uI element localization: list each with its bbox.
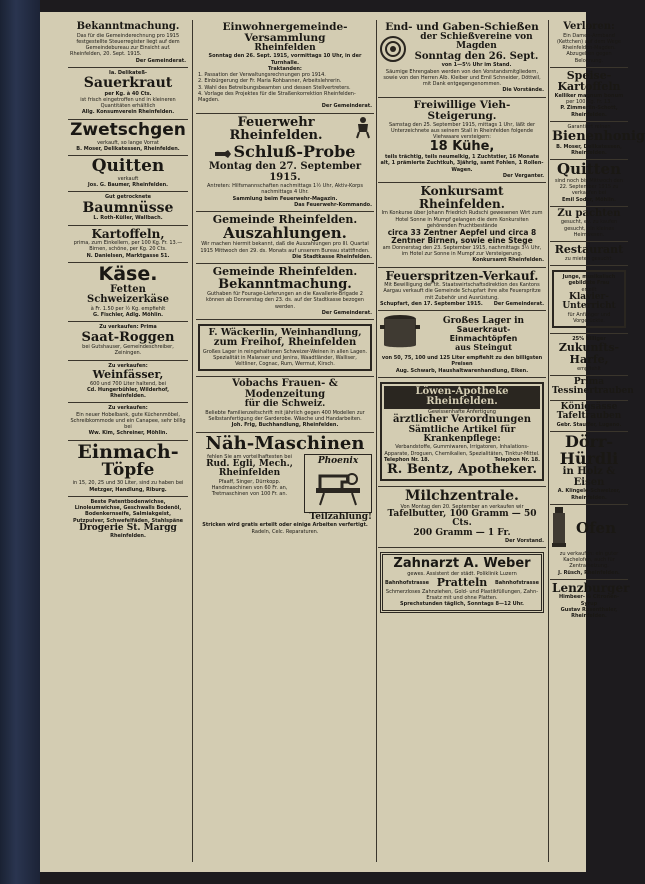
ad-subtitle: in Holz & Eisen [562,466,616,488]
column-1 [68,20,188,862]
ad-subtitle: für die Schweiz. [244,399,326,410]
ad-vendor: Rud. Egli, Mech., Rheinfelden [206,458,293,479]
ad-body: Antreten: Hilfsmannschaften nachmittags 1½ Uhr, Aktiv-Korps nachmittags 4 Uhr. [207,183,363,196]
ad-loewen-apotheke [378,378,546,487]
ad-vendor: N. Danielsen, Marktgasse 51. [86,252,170,259]
ad-bienenhonig [550,122,645,160]
ad-articles: Sämtliche Artikel für Krankenpflege: [408,424,516,445]
ad-body: Ein neuer Hobelbank, gute Küchenmöbel, Schreibkommode und ein Canapee, sehr billig bei [70,411,186,431]
target-icon [380,36,406,66]
ad-detail: teils trächtig, teils neumelkig, 1 Zuchtstier, 16 Monate alt, 1 prämierte Zuchtkuh, 3jährig, samt Fohlen, 1 Rollen-Wagen. [380,154,544,173]
ad-body: Wir machen hiermit bekannt, daß die Auszahlungen pro III. Quartal 1915 Mittwoch den 29. ds. Monats auf unserem Bureau stattfinden. [200,241,370,254]
column-3 [378,20,546,862]
ad-body: zu verkaufen: ein guter Kachelofen, auch für Zentralheizung. [559,550,619,570]
stove-icon [552,507,566,551]
ad-price: per Kg. à 40 Cts. [104,90,152,97]
ad-feuerspritzen [378,268,546,312]
traktanden-item: 4. Vorlage des Projektes für die Straßenkorrektion Rheinfelden-Magden. [198,90,356,104]
column-2 [196,20,374,862]
ad-body: zu mieten gesucht. [564,255,613,262]
ad-body: Beste Patentbodenwichse, Linoleumwichse, Geschwalls Bodenöl, Bodenkernseife, Salmiakgeist, Putzpulver, Schwefelfäden, Stahlspäne [72,498,184,524]
ad-title: Näh-Maschinen [205,432,365,454]
ad-vendor: A. Klingele-Schweizer, Rheinfelden. [557,488,621,501]
ad-title: Königsässe Tafeltrauben [556,401,622,422]
ad-footer: Radeln, Celc. Reparaturen. [251,528,319,535]
ad-signature: Der Gemeinderat. [135,57,186,64]
ad-subtitle-2: aus Steingut [455,342,512,352]
ad-title: Weinfässer, [92,367,164,381]
ad-body: Schmerzloses Zahnziehen, Gold- und Plastikfüllungen, Zahn-Ersatz mit und ohne Platten. [385,588,539,602]
ad-title: Großes Lager in [442,315,525,326]
ad-pachten [550,207,628,242]
ad-title: Baumnüsse [82,199,174,216]
ad-lenzburger [550,580,628,623]
ad-title-2: Töpfe [101,460,155,481]
ad-vendor: Joh. Frig, Buchhandlung, Rheinfelden. [231,422,339,429]
ad-subtitle: ärztlicher Verordnungen [393,414,531,426]
ad-konkursamt [378,183,546,267]
ad-signature: Die Vorstände. [502,87,544,94]
column-rule [376,20,377,862]
street-right: Bahnhofstrasse [494,579,539,586]
ad-drogerie [68,497,188,543]
ad-frame [552,270,626,328]
ad-pretitle: Zu verkaufen: Prima [99,324,157,331]
ad-date: Von Montag den 20. September an verkaufen wir [400,503,524,510]
ad-subtitle: Bekanntmachung. [218,276,352,292]
ad-signature: Der Vorstand. [504,538,544,545]
ad-vendor: Gustav Rosenthaler, Rheinfelden. [560,606,618,620]
ad-vendor: Ww. Kim, Schreiner, Möhlin. [88,430,168,437]
ad-hours: Sprechstunden täglich, Sonntags 8—12 Uhr. [400,601,524,608]
ad-title: Bienenhonig [552,129,645,145]
ad-klavier [550,266,628,334]
ad-title: Milchzentrale. [405,487,519,504]
ad-vendor: L. Roth-Küller, Wallbach. [93,215,163,222]
ad-list: Verbandstoffe, Gummiwaren, Irrigatoren, Inhalations-Apparate, Droguen, Chemikalien, Spezialitäten, Tinktur-Mittel. [384,444,540,457]
ad-body: Großes Lager in reingehaltenen Schweizer-Weinen in allen Lagen. Spezialität in Malanser und Jenins, Waadtländer, Walliser, Veltliner, Cognac, Rum, Wermut, Kirsch. [202,348,368,368]
street-left: Bahnhofstrasse [385,579,430,586]
ad-title: Zwetschgen [70,119,186,140]
ad-einwohnergemeinde [196,20,374,114]
ad-vendor: Cd. Hungerbühler, Wilderhof, Rheinfelden. [87,386,169,400]
ad-pretitle: Junge, musikalisch gebildete Frau [562,274,616,287]
ad-title: Restaurant [554,243,624,257]
ad-subtitle: gewes. Assistent der städt. Poliklinik Luzern [407,571,517,577]
ad-kaese [68,263,188,322]
ad-vendor: B. Moser, Delikatessen, Rheinfelden. [556,143,622,156]
ad-tafeltrauben [550,401,628,432]
ad-title: Saat-Roggen [81,329,175,345]
ad-city: Rheinfelden. [110,533,146,540]
ad-frame [380,382,544,481]
ad-body: fehlen Sie am vorteilhaftesten bei [207,453,292,460]
ad-body: Ein Damen-Armband (Kettchen) auf dem Wege Rheinfelden-Magden. Abzugeben gegen Belohnung. [557,32,621,64]
ad-zukunftsharfe [550,334,628,376]
ad-teilzahlung: Teilzahlung! [309,511,372,522]
ad-more: Pfaaff, Singer, Dürrkopp. Handmaschinen von 60 Fr. an, Tretmaschinen von 100 Fr. an. [211,478,288,498]
ad-body: Im Konkurse über Johann Friedrich Rudschi gewesenen Wirt zum Hotel Sonne in Mumpf gelangen die dem Konkursiten gehörenden Fruchtbestände [381,210,543,229]
ad-pretitle: Zu verkaufen: [108,362,148,369]
phoenix-logo [304,454,372,513]
ad-vendor: Emil Soder, Möhlin. [561,196,617,203]
ad-signature: Der Gemeinderat. [321,309,372,316]
ad-milchzentrale [378,487,546,549]
ad-date: Schupfart, den 17. September 1915. [380,300,483,307]
ad-sauerkraut [68,68,188,120]
ad-schiessen [378,20,546,98]
ad-vobachs [196,377,374,432]
ad-frame [198,324,372,371]
crock-pot-icon [380,313,420,355]
ad-signature: Die Stadtkasse Rheinfelden. [292,253,372,260]
ad-title: Vobachs Frauen- & Modenzeitung [232,378,338,400]
column-rule [192,20,193,862]
ad-frame [380,552,544,612]
ad-steingut [378,311,546,378]
ad-date: Sonntag den 26. Sept. [414,50,539,62]
ad-einmachtoepfe [68,441,188,497]
traktanden-item: 1. Passation der Verwaltungsrechnungen pro 1914. [198,72,326,79]
ad-subtitle: zum Freihof, Rheinfelden [213,337,357,349]
ad-body: sind noch bis Mittwoch den 22. September 1915 zu verkaufen bei [554,177,624,197]
ad-price-2: 200 Gramm — 1 Fr. [413,527,511,538]
book-spine [0,0,40,884]
ad-bekanntmachung-fourage [196,264,374,320]
ad-subtitle: Auszahlungen. [223,223,347,242]
ad-title: Zahnarzt A. Weber [393,556,531,572]
ad-title: Feuerwehr Rheinfelden. [229,114,323,144]
ad-subtitle: erteilt [581,286,597,293]
ad-owner: R. Bentz, Apotheker. [386,462,538,478]
ad-subtitle: Himbeer- & Citronen-Syrup [558,594,620,607]
fireman-icon [354,116,372,142]
ad-title: F. Wäckerlin, Weinhandlung, [208,327,362,339]
ad-title: Gemeinde Rheinfelden. [212,213,358,226]
ad-weinfaesser [68,361,188,404]
ad-time: von 1—5½ Uhr im Stand. [441,62,512,69]
ad-zwetschgen [68,120,188,156]
ad-vendor: Aug. Schwarb, Haushaltwarenhandlung, Eiken. [395,367,529,374]
ad-city: Rheinfelden [254,43,316,54]
ad-vendor: B. Moser, Delikatessen, Rheinfelden. [76,145,180,152]
ad-place: Sammlung beim Feuerwehr-Magazin. [232,195,338,202]
ad-date: am Donnerstag den 23. September 1915, nachmittags 3½ Uhr, im Hotel zur Sonne in Mumpf zur Versteigerung. [382,244,542,257]
ad-signature: Der Gemeinderat. [493,300,544,307]
ad-title: Ofen [576,518,616,537]
ad-body: verkauft [117,175,139,182]
ad-stich: Stricken wird gratis erteilt oder einige Arbeiten verfertigt. [202,522,368,529]
ad-title: Lenzburger [552,580,630,595]
ad-date: Montag den 27. September 1915. [208,161,362,183]
ad-city: Pratteln [436,576,488,590]
ad-body: Mit Bewilligung der tit. Staatswirtschaftsdirektion des Kantons Aargau verkauft die Gemeinde Schupfart ihre alte Feuerspritze mit Zubehör und Ausrüstung. [383,282,541,301]
column-4 [550,20,645,862]
ad-vendor: J. Rüsch, Rheinfelden. [558,569,620,576]
ad-kartoffeln [68,226,188,263]
ad-highlight: 18 Kühe, [429,139,495,155]
ad-pretitle: Garantiert reinen [567,123,611,130]
ad-title: Gemeinde Rheinfelden. [212,265,358,279]
ad-subtitle: Sauerkraut-Einmachtöpfen [449,325,518,343]
ad-title: Klavier-Unterricht [562,291,616,312]
ad-feuerwehr [196,114,374,212]
sewing-machine-icon [310,466,366,510]
ad-body: ist frisch eingetroffen und in kleineren Quantitäten erhältlich [80,96,176,110]
ad-body: in 15, 20, 25 und 30 Liter, sind zu haben bei [72,480,184,487]
ad-body: Samstag den 25. September 1915, mittags 1 Uhr, läßt der Unterzeichnete aus seinem Stall in Rheinfelden folgende Viehwaare versteigern: [388,121,536,141]
ad-title: Bekanntmachung. [76,21,180,32]
ad-subtitle: Kelliker magnum bonum [554,92,624,99]
ad-body: Säumige Ehrengaben werden von den Vorstandsmitgliedern, sowie von den Herren Alb. Kleiber und Emil Schneider, Döttwil, mit Dank entgegengenommen. [383,68,541,88]
ad-pretitle: 25% billiger [572,336,606,343]
ad-vendor: Metzger, Handlung, Riburg. [89,486,167,493]
phone-right: Telephon Nr. 18. [494,456,540,463]
ad-speise-kartoffeln [550,68,628,122]
pointing-hand-icon [215,143,231,162]
ad-title: Freiwillige Vieh-Steigerung. [413,98,511,122]
ad-title: Einmach- [77,440,179,463]
ad-title: Prima Tessinertrauben [552,376,634,397]
ad-date: Sonntag den 26. Sept. 1915, vormittags 10 Uhr, in der Turnhalle. [208,53,362,66]
ad-body: à Fr. 1.50 per ½ Kg. empfiehlt [90,305,166,312]
phone-left: Telephon Nr. 18. [384,456,430,463]
ad-body: Das für die Gemeinderechnung pro 1915 festgestellte Steuerregister liegt auf dem Gemeindebureau zur Einsicht auf. [76,32,180,51]
newspaper-page [40,12,645,872]
ad-saat-roggen [68,322,188,360]
ad-date: Rheinfelden, 20. Sept. 1915. [70,51,142,58]
ad-naehmaschinen [196,433,374,538]
ad-doerrhuerdli [550,432,628,505]
ad-vendor: Allg. Konsumverein Rheinfelden. [81,109,175,116]
ad-zahnarzt [378,548,546,617]
ad-waeckerlin [196,320,374,377]
ad-vendor: Drogerie St. Margg [79,522,177,533]
ad-quitten [68,156,188,192]
ad-vendor: Gebr. Stauffer, Lugano. [556,421,622,428]
ad-title: Quitten [91,156,165,177]
ad-body: 600 und 700 Liter haltend, bei [89,380,167,387]
ad-subtitle: Fetten Schweizerkäse [86,283,170,306]
ad-title: Feuerspritzen-Verkauf. [385,268,539,283]
ad-bekanntmachung [68,20,188,68]
ad-body: verkauft, so lange Vorrat [97,139,159,146]
ad-verloren [550,20,628,68]
ad-quitten-2 [550,160,628,207]
ad-body: von 50, 75, 100 und 125 Liter empfiehlt zu den billigsten Preisen [381,355,543,368]
ad-pretitle: Zu verkaufen: [108,405,148,412]
ad-vendor: Jos. G. Baumer, Rheinfelden. [87,182,169,189]
ad-body: Beliebte Familienzeitschrift mit jährlich gegen 400 Modellen zur Selbstanfertigung der Garderobe. Wäsche und Handarbeiten. [205,409,365,423]
ad-title: Einwohnergemeinde-Versammlung [222,21,348,45]
ad-vendor: bei Gutshauser, Gemeindeschreiber, Zeiningen. [82,344,174,357]
ad-title: Zu pachten [557,207,621,219]
traktanden-item: 2. Einbürgerung der Fr. Maria Rohbanner, Arbeitslehrerin. [198,78,342,85]
ad-price-1: Tafelbutter, 100 Gramm — 50 Cts. [387,508,537,529]
ad-signature: Der Verganter. [502,172,544,179]
ad-restaurant [550,242,628,266]
ad-signature: Der Gemeinderat. [321,103,372,110]
ad-hobelbank [68,403,188,440]
column-rule [548,20,549,862]
ad-pretitle: Gut getrocknete [104,194,152,201]
ad-body: gesucht, ev. zu kaufen gesucht, ein kleines Heimwesen. [560,219,618,238]
ad-body: empfiehlt [577,365,601,372]
brand-name: Phoenix [317,455,359,466]
ad-vendor: G. Fischler, Adlg. Möhlin. [92,312,164,319]
traktanden-item: 3. Wahl des Betreibungsbeamten und dessen Stellvertreters. [198,84,351,91]
ad-vieh-steigerung [378,98,546,183]
ad-title: Verloren: [563,21,615,32]
ad-subtitle: der Schießvereine von Magden [420,32,533,52]
ad-title: Kartoffeln, [91,226,165,241]
ad-title: Dörr-Hürdli [559,431,619,468]
ad-title: Löwen-Apotheke Rheinfelden. [384,386,540,409]
traktanden-title: Traktanden: [268,65,302,72]
ad-title: Konkursamt Rheinfelden. [419,184,505,211]
ad-body: Guthaben für Fourage-Lieferungen an die Kavallerie-Brigade 2 können ab Donnerstag den 23. ds. auf der Stadtkasse bezogen werden. [206,291,364,310]
ad-pretitle: Ia. Delikateß- [109,69,147,76]
ad-vendor: P. Zimmerlin-Schott, Rheinfelden. [560,105,618,118]
ad-title: End- und Gaben-Schießen [385,21,539,33]
ad-title: Speise-Kartoffeln [557,68,621,94]
ad-body: für Anfänger und Vorgerückte. [567,311,611,324]
ad-title: Zukunfts-Harfe, [558,341,620,366]
ad-ofen [550,505,628,580]
ad-pretitle: Gewissenhafte Anfertigung [428,408,496,415]
ad-subtitle: Schluß-Probe [233,142,356,162]
ad-title: Käse. [98,262,158,285]
ad-signature: Konkursamt Rheinfelden. [472,257,544,264]
ad-title: Sauerkraut [83,75,173,91]
ad-tessinertrauben [550,376,634,401]
ad-price: per 100 Kg. Fr. 13. [566,99,612,106]
ad-auszahlungen [196,212,374,264]
ad-baumnuesse [68,192,188,225]
ad-title: Quitten [557,160,621,179]
ad-signature: Das Feuerwehr-Kommando. [294,201,372,208]
ad-highlight: circa 33 Zentner Aepfel und circa 8 Zentner Birnen, sowie eine Stege [387,228,537,245]
ad-body: prima, zum Einkellern, per 100 Kg. Fr. 13.— Birnen, schöne, per Kg. 20 Cts. [73,240,183,253]
